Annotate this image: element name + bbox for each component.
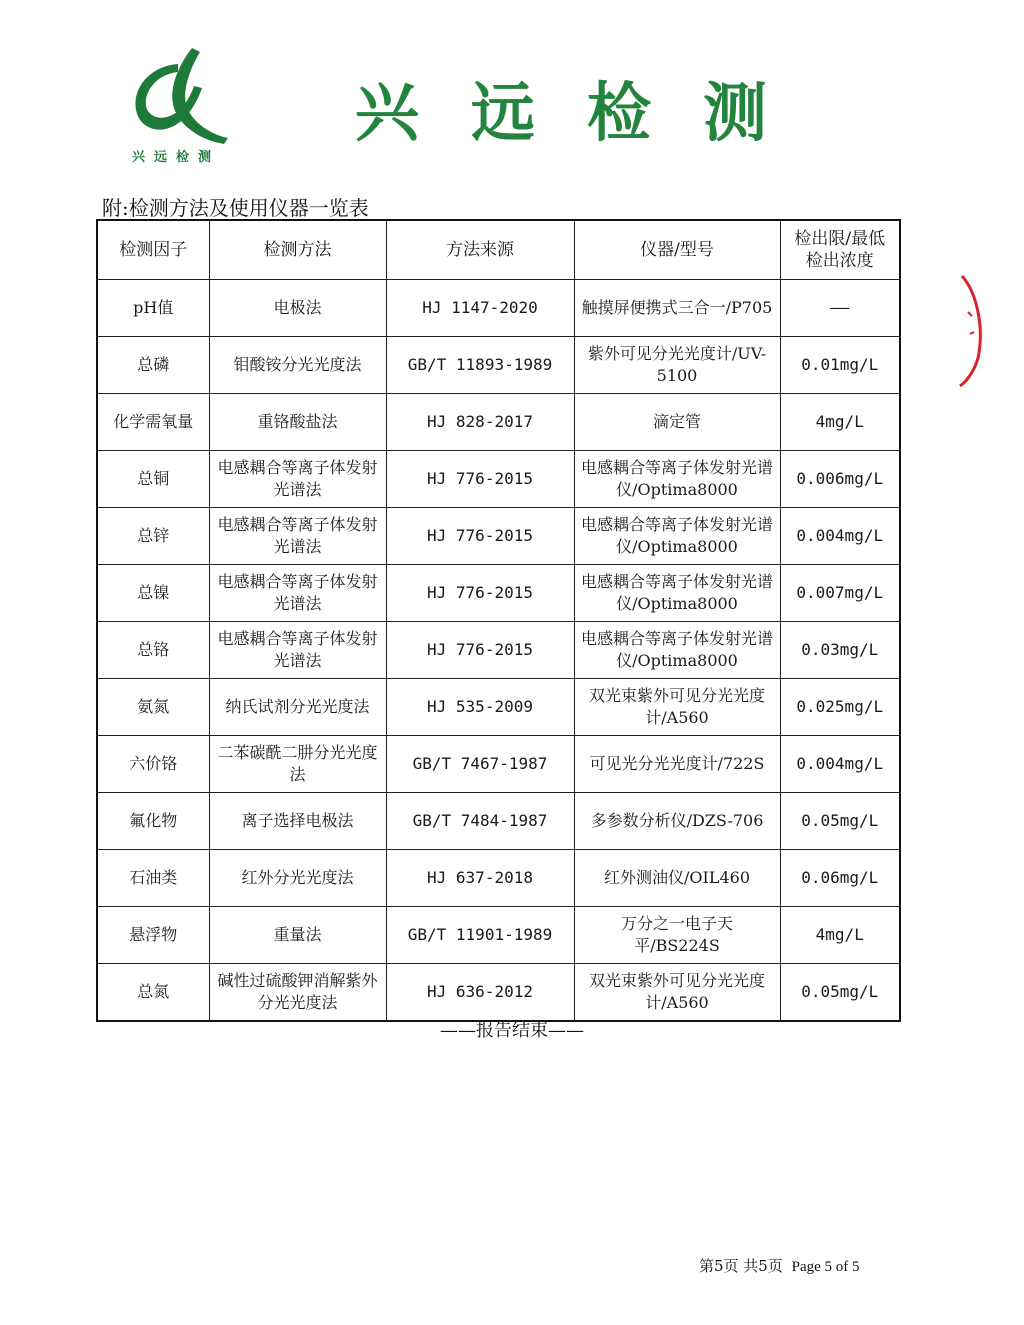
logo-caption: 兴远检测 (132, 150, 221, 165)
cell-source: HJ 828-2017 (386, 394, 574, 451)
cell-method: 电感耦合等离子体发射光谱法 (209, 565, 386, 622)
cell-instrument: 滴定管 (574, 394, 780, 451)
cell-method: 离子选择电极法 (209, 793, 386, 850)
cell-limit: 0.004mg/L (780, 508, 900, 565)
cell-method: 电感耦合等离子体发射光谱法 (209, 451, 386, 508)
cell-limit: 0.025mg/L (780, 679, 900, 736)
cell-source: GB/T 11901-1989 (386, 907, 574, 964)
table-header-row (97, 220, 900, 280)
cell-limit: 0.01mg/L (780, 337, 900, 394)
report-end-marker: ——报告结束—— (440, 1020, 584, 1041)
table-row (97, 565, 900, 622)
cell-source: HJ 776-2015 (386, 565, 574, 622)
cell-limit: 4mg/L (780, 907, 900, 964)
cell-method: 电感耦合等离子体发射光谱法 (209, 508, 386, 565)
cell-method: 电极法 (209, 280, 386, 337)
cell-instrument: 触摸屏便携式三合一/P705 (574, 280, 780, 337)
cell-source: HJ 535-2009 (386, 679, 574, 736)
cell-factor: 总锌 (97, 508, 209, 565)
cell-limit: 0.05mg/L (780, 964, 900, 1022)
table-title: 附:检测方法及使用仪器一览表 (102, 196, 369, 220)
table-row (97, 679, 900, 736)
table-row (97, 964, 900, 1022)
cell-instrument: 双光束紫外可见分光光度计/A560 (574, 679, 780, 736)
table-row (97, 451, 900, 508)
table-row (97, 850, 900, 907)
cell-source: GB/T 7467-1987 (386, 736, 574, 793)
column-header-source: 方法来源 (386, 220, 574, 280)
page-number-en: Page 5 of 5 (791, 1259, 860, 1275)
cell-method: 红外分光光度法 (209, 850, 386, 907)
cell-limit: 4mg/L (780, 394, 900, 451)
cell-source: HJ 776-2015 (386, 451, 574, 508)
cell-factor: 总氮 (97, 964, 209, 1022)
cell-factor: 氟化物 (97, 793, 209, 850)
cell-factor: 总镍 (97, 565, 209, 622)
cell-method: 钼酸铵分光光度法 (209, 337, 386, 394)
column-header-factor: 检测因子 (97, 220, 209, 280)
cell-limit: 0.03mg/L (780, 622, 900, 679)
cell-method: 重量法 (209, 907, 386, 964)
cell-factor: 总磷 (97, 337, 209, 394)
cell-method: 电感耦合等离子体发射光谱法 (209, 622, 386, 679)
brand-title: 兴远检测 (355, 77, 819, 151)
cell-source: GB/T 11893-1989 (386, 337, 574, 394)
cell-source: HJ 1147-2020 (386, 280, 574, 337)
cell-instrument: 双光束紫外可见分光光度计/A560 (574, 964, 780, 1022)
cell-instrument: 电感耦合等离子体发射光谱仪/Optima8000 (574, 565, 780, 622)
cell-factor: 总铜 (97, 451, 209, 508)
table-row (97, 337, 900, 394)
table-row (97, 622, 900, 679)
cell-method: 碱性过硫酸钾消解紫外分光光度法 (209, 964, 386, 1022)
cell-source: HJ 776-2015 (386, 622, 574, 679)
cell-limit: 0.06mg/L (780, 850, 900, 907)
cell-instrument: 万分之一电子天平/BS224S (574, 907, 780, 964)
cell-method: 纳氏试剂分光光度法 (209, 679, 386, 736)
cell-factor: 氨氮 (97, 679, 209, 736)
table-row (97, 793, 900, 850)
cell-method: 重铬酸盐法 (209, 394, 386, 451)
table-row (97, 508, 900, 565)
cell-instrument: 电感耦合等离子体发射光谱仪/Optima8000 (574, 508, 780, 565)
cell-limit: 0.05mg/L (780, 793, 900, 850)
cell-limit: 0.007mg/L (780, 565, 900, 622)
table-row (97, 907, 900, 964)
cell-factor: 悬浮物 (97, 907, 209, 964)
cell-instrument: 紫外可见分光光度计/UV-5100 (574, 337, 780, 394)
cell-method: 二苯碳酰二肼分光光度法 (209, 736, 386, 793)
page-number-cn: 第5页 共5页 (699, 1257, 783, 1275)
methods-table (96, 219, 901, 1022)
table-row (97, 280, 900, 337)
red-stamp-mark (956, 272, 986, 388)
column-header-limit: 检出限/最低检出浓度 (780, 220, 900, 280)
cell-factor: 化学需氧量 (97, 394, 209, 451)
column-header-method: 检测方法 (209, 220, 386, 280)
cell-factor: 六价铬 (97, 736, 209, 793)
cell-source: HJ 776-2015 (386, 508, 574, 565)
cell-instrument: 电感耦合等离子体发射光谱仪/Optima8000 (574, 451, 780, 508)
cell-source: GB/T 7484-1987 (386, 793, 574, 850)
cell-limit: 0.004mg/L (780, 736, 900, 793)
cell-instrument: 多参数分析仪/DZS-706 (574, 793, 780, 850)
cell-instrument: 电感耦合等离子体发射光谱仪/Optima8000 (574, 622, 780, 679)
page-footer (699, 1255, 860, 1276)
cell-factor: pH值 (97, 280, 209, 337)
table-row (97, 736, 900, 793)
table-row (97, 394, 900, 451)
cell-limit: 0.006mg/L (780, 451, 900, 508)
cell-instrument: 红外测油仪/OIL460 (574, 850, 780, 907)
cell-factor: 总铬 (97, 622, 209, 679)
column-header-instrument: 仪器/型号 (574, 220, 780, 280)
cell-source: HJ 637-2018 (386, 850, 574, 907)
cell-limit: —— (780, 280, 900, 337)
cell-source: HJ 636-2012 (386, 964, 574, 1022)
cell-factor: 石油类 (97, 850, 209, 907)
cell-instrument: 可见光分光光度计/722S (574, 736, 780, 793)
